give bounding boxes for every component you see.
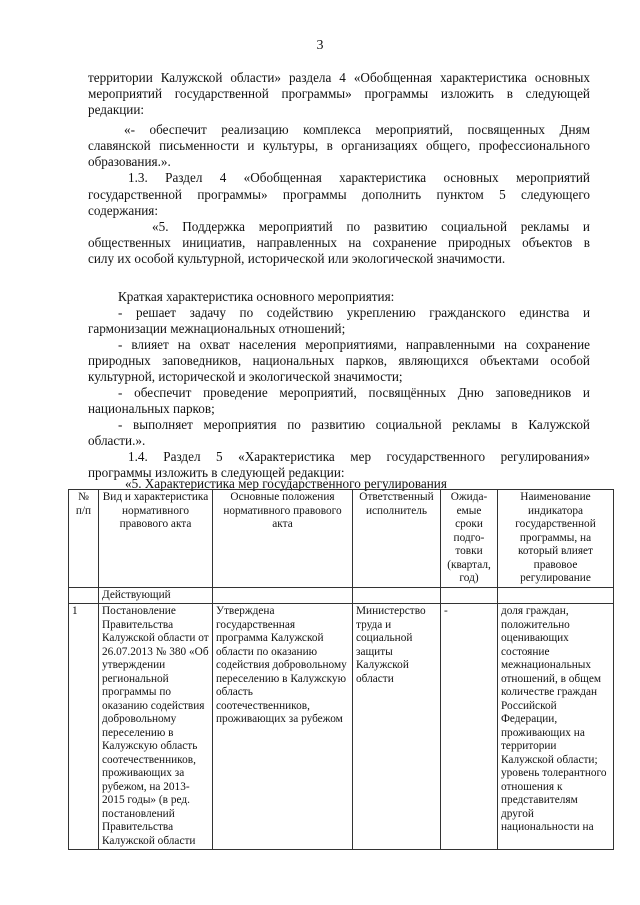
table-caption: «5. Характеристика мер государственного регулирования [125,476,447,491]
text-line: - решает задачу по содействию укреплению гражданского единства и [118,305,590,320]
status-label: Действующий [99,587,213,604]
table-row [69,604,614,850]
text-line: природных заповедников, национальных парков, являющихся объектами особой [88,353,590,368]
text-line: Краткая характеристика основного мероприятия: [118,289,395,304]
text-line: - влияет на охват населения мероприятиями, направленными на сохранение [118,337,590,352]
text-line: славянской письменности и культуры, в организациях общего, профессионального [88,138,590,153]
header-indicator: Наименование индикатора государственной программы, на который влияет правовое регулирование [498,490,614,588]
text-line: гармонизации межнациональных отношений; [88,321,346,336]
cell-indicator: доля граждан, положительно оценивающих состояние межнациональных отношений, в общем количестве граждан Российской Федерации, проживающих на территории Калужской области; уровень толерантного отношения к представителям другой национальности на [498,604,614,850]
status-row [69,587,614,604]
text-line: области.». [88,433,146,448]
text-line: - обеспечит проведение мероприятий, посвящённых Дню заповедников и [118,385,590,400]
text-line: мероприятий государственной программы» программы изложить в следующей [88,86,590,101]
text-line: «5. Поддержка мероприятий по развитию социальной рекламы и [152,219,590,234]
text-line: территории Калужской области» раздела 4 «Обобщенная характеристика основных [88,70,590,85]
text-line: редакции: [88,102,145,117]
text-line: государственной программы» программы дополнить пунктом 5 следующего [88,187,590,202]
text-line: содержания: [88,203,159,218]
header-number: № п/п [69,490,99,588]
text-line: программы изложить в следующей редакции: [88,465,345,480]
header-act-type: Вид и характеристика нормативного правового акта [99,490,213,588]
page-number: 3 [316,38,324,53]
text-line: общественных инициатив, направленных на сохранение природных объектов в [88,235,590,250]
cell-deadline: - [441,604,498,850]
cell-number: 1 [69,604,99,850]
header-executor: Ответственный исполнитель [353,490,441,588]
text-line: образования.». [88,154,171,169]
text-line: силу их особой культурной, исторической или экологической значимости. [88,251,506,266]
cell-act-type: Постановление Правительства Калужской области от 26.07.2013 № 380 «Об утверждении региональной программы по оказанию содействия добровольному переселению в Калужскую область соотечественников, проживающих за рубежом, на 2013-2015 годы» (в ред. постановлений Правительства Калужской области [99,604,213,850]
cell-provisions: Утверждена государственная программа Калужской области по оказанию содействия добровольному переселению в Калужскую область соотечественников, проживающих за рубежом [213,604,353,850]
text-line: 1.3. Раздел 4 «Обобщенная характеристика основных мероприятий [128,170,590,185]
text-line: 1.4. Раздел 5 «Характеристика мер государственного регулирования» [128,449,590,464]
header-deadline: Ожида- емые сроки подго- товки (квартал, год) [441,490,498,588]
header-provisions: Основные положения нормативного правового акта [213,490,353,588]
text-line: национальных парков; [88,401,215,416]
text-line: - выполняет мероприятия по развитию социальной рекламы в Калужской [118,417,590,432]
regulation-measures-table [68,489,614,850]
text-line: «- обеспечит реализацию комплекса мероприятий, посвященных Дням [124,122,590,137]
text-line: культурной, исторической и экологической значимости; [88,369,403,384]
cell-executor: Министерство труда и социальной защиты Калужской области [353,604,441,850]
table-header-row [69,490,614,588]
